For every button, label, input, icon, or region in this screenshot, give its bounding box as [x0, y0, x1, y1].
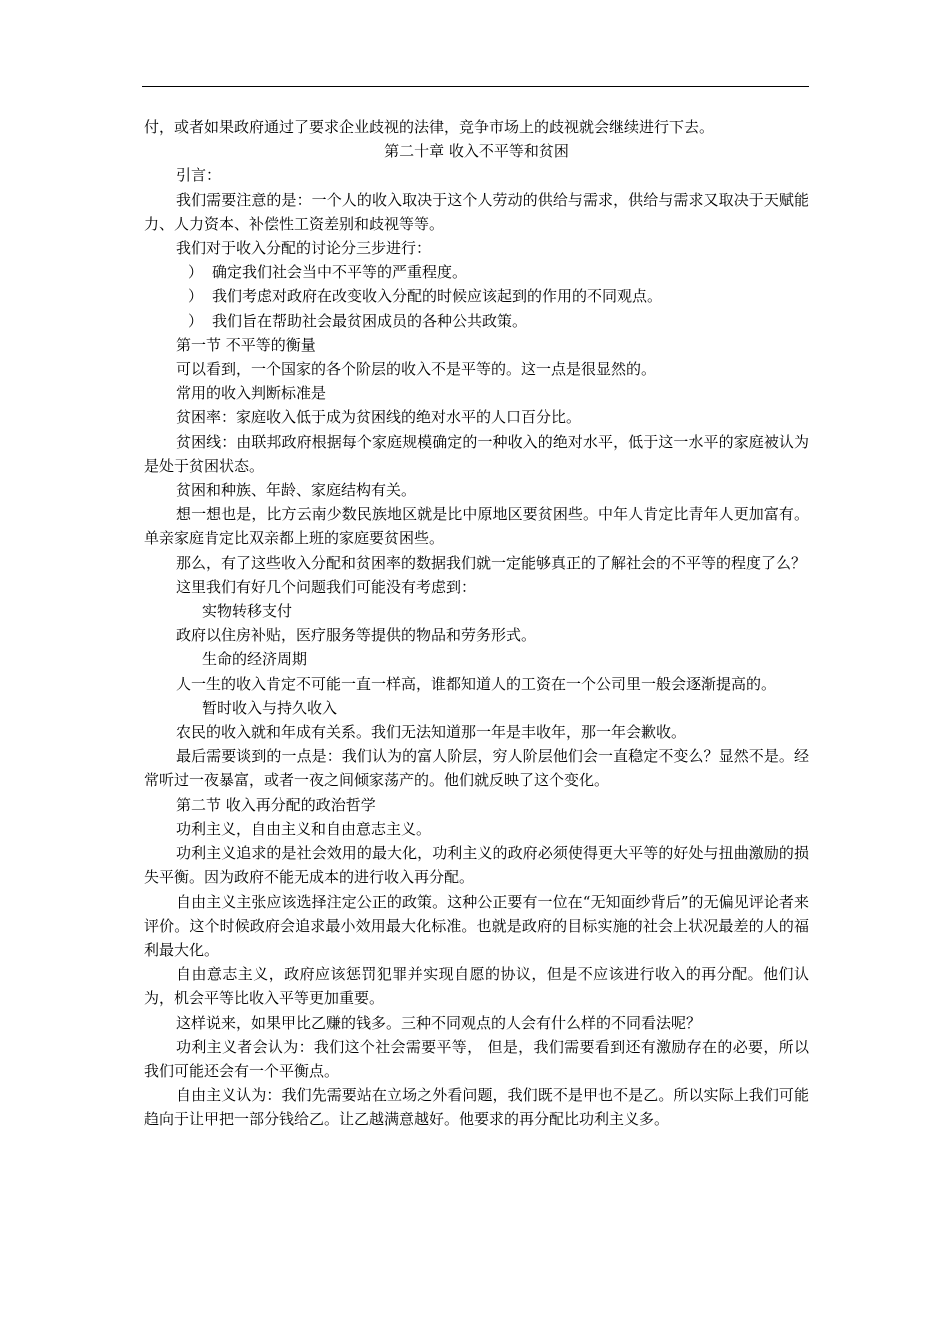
paragraph: 自由意志主义，政府应该惩罚犯罪并实现自愿的协议，但是不应该进行收入的再分配。他们认为，机会平等比收入平等更加重要。: [144, 965, 809, 1008]
paragraph: 自由主义主张应该选择注定公正的政策。这种公正要有一位在“无知面纱背后”的无偏见评论者来评价。这个时候政府会追求最小效用最大化标准。也就是政府的目标实施的社会上状况最差的人的福利最大化。: [144, 892, 809, 959]
paragraph: 贫困和种族、年龄、家庭结构有关。: [176, 481, 417, 500]
paragraph: 那么，有了这些收入分配和贫困率的数据我们就一定能够真正的了解社会的不平等的程度了么？: [176, 553, 807, 572]
paragraph: 生命的经济周期: [202, 650, 308, 669]
list-item: [144, 309, 809, 333]
paragraph: 想一想也是，比方云南少数民族地区就是比中原地区要贫困些。中年人肯定比青年人更加富有。单亲家庭肯定比双亲都上班的家庭要贫困些。: [144, 505, 809, 548]
list-item-text: 我们考虑对政府在改变收入分配的时候应该起到的作用的不同观点。: [212, 287, 663, 306]
list-item: [144, 284, 809, 308]
paragraph: 人一生的收入肯定不可能一直一样高，谁都知道人的工资在一个公司里一般会逐渐提高的。: [176, 674, 777, 693]
paragraph: 功利主义追求的是社会效用的最大化，功利主义的政府必须使得更大平等的好处与扭曲激励的损失平衡。因为政府不能无成本的进行收入再分配。: [144, 844, 809, 887]
list-marker: ）: [188, 311, 204, 330]
paragraph: 功利主义，自由主义和自由意志主义。: [176, 819, 432, 838]
paragraph: 贫困线：由联邦政府根据每个家庭规模确定的一种收入的绝对水平，低于这一水平的家庭被认为是处于贫困状态。: [144, 432, 809, 475]
paragraph: 暂时收入与持久收入: [202, 698, 338, 717]
paragraph: 实物转移支付: [202, 602, 293, 621]
paragraph: 第二节 收入再分配的政治哲学: [176, 795, 376, 814]
paragraph: 第一节 不平等的衡量: [176, 335, 316, 354]
list-marker: ）: [188, 263, 204, 282]
list-item: [144, 260, 809, 284]
paragraph: 引言：: [176, 166, 222, 185]
document-body: [144, 115, 809, 1132]
paragraph: 贫困率：家庭收入低于成为贫困线的绝对水平的人口百分比。: [176, 408, 582, 427]
list-marker: ）: [188, 287, 204, 306]
paragraph: 政府以住房补贴，医疗服务等提供的物品和劳务形式。: [176, 626, 537, 645]
paragraph: 我们对于收入分配的讨论分三步进行：: [176, 239, 432, 258]
paragraph: 农民的收入就和年成有关系。我们无法知道那一年是丰收年，那一年会歉收。: [176, 723, 687, 742]
paragraph: 这样说来，如果甲比乙赚的钱多。三种不同观点的人会有什么样的不同看法呢？: [176, 1013, 702, 1032]
paragraph: 我们需要注意的是：一个人的收入取决于这个人劳动的供给与需求，供给与需求又取决于天赋能力、人力资本、补偿性工资差别和歧视等等。: [144, 190, 809, 233]
paragraph: 最后需要谈到的一点是：我们认为的富人阶层，穷人阶层他们会一直稳定不变么？显然不是。经常听过一夜暴富，或者一夜之间倾家荡产的。他们就反映了这个变化。: [144, 747, 809, 790]
paragraph: 常用的收入判断标准是: [176, 384, 327, 403]
list-item-text: 我们旨在帮助社会最贫困成员的各种公共政策。: [212, 311, 528, 330]
paragraph: 付，或者如果政府通过了要求企业歧视的法律，竞争市场上的歧视就会继续进行下去。: [144, 118, 715, 136]
paragraph: 自由主义认为：我们先需要站在立场之外看问题，我们既不是甲也不是乙。所以实际上我们可能趋向于让甲把一部分钱给乙。让乙越满意越好。他要求的再分配比功利主义多。: [144, 1086, 809, 1129]
paragraph: 功利主义者会认为：我们这个社会需要平等， 但是，我们需要看到还有激励存在的必要，所以我们可能还会有一个平衡点。: [144, 1037, 809, 1080]
list-item-text: 确定我们社会当中不平等的严重程度。: [212, 263, 468, 282]
paragraph: 这里我们有好几个问题我们可能没有考虑到：: [176, 577, 477, 596]
header-rule: [142, 86, 809, 87]
paragraph: 可以看到，一个国家的各个阶层的收入不是平等的。这一点是很显然的。: [176, 360, 657, 379]
chapter-title: 第二十章 收入不平等和贫困: [384, 142, 569, 161]
